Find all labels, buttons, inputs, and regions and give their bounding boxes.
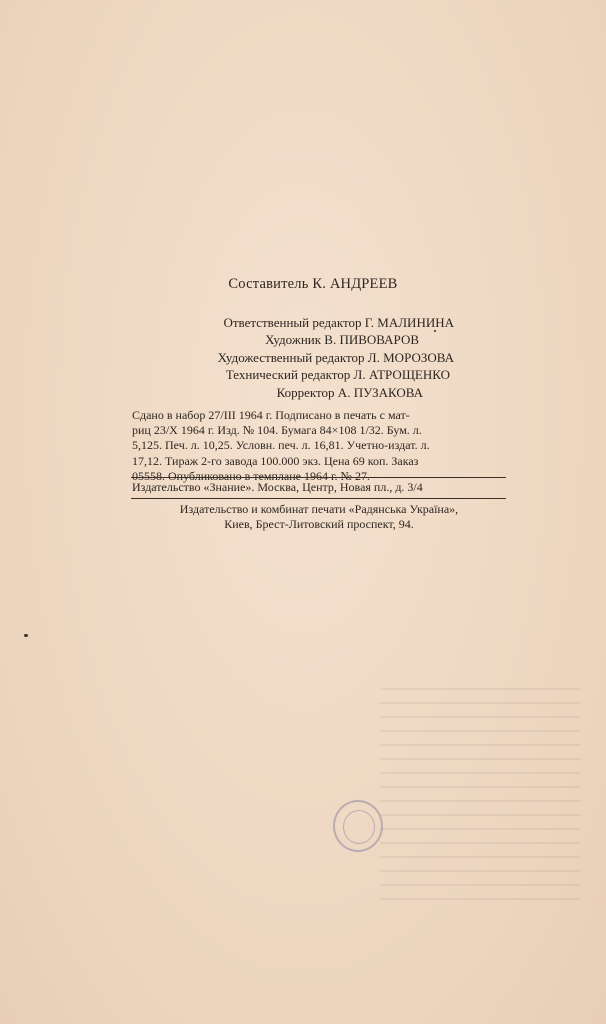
credit-line: Художник В. ПИВОВАРОВ — [265, 332, 419, 348]
imprint-line: риц 23/X 1964 г. Изд. № 104. Бумага 84×108 1/32. Бум. л. — [132, 423, 422, 438]
credit-line: Технический редактор Л. АТРОЩЕНКО — [225, 367, 450, 383]
paper-speck — [24, 634, 28, 637]
printer-info — [132, 502, 506, 532]
imprint-line: 05558. Опубликовано в темплане 1964 г. № 27. — [132, 468, 370, 483]
imprint-line: 5,125. Печ. л. 10,25. Условн. печ. л. 16,81. Учетно-издат. л. — [132, 438, 430, 453]
imprint-line: 17,12. Тираж 2-го завода 100.000 экз. Цена 69 коп. Заказ — [132, 453, 419, 468]
publisher-line: Издательство «Знание». Москва, Центр, Новая пл., д. 3/4 — [132, 480, 423, 494]
library-stamp — [333, 800, 383, 852]
editorial-credits — [150, 314, 454, 401]
divider-rule — [131, 477, 506, 478]
imprint-line: Сдано в набор 27/III 1964 г. Подписано в печать с мат- — [132, 408, 410, 422]
printer-line: Издательство и комбинат печати «Радянська Україна», — [179, 502, 459, 516]
credit-line: Художественный редактор Л. МОРОЗОВА — [217, 349, 454, 365]
paper-speck — [434, 330, 436, 332]
printer-line: Киев, Брест-Литовский проспект, 94. — [224, 517, 414, 531]
credit-line: Корректор А. ПУЗАКОВА — [276, 384, 423, 400]
show-through-text — [380, 680, 580, 900]
credit-line: Ответственный редактор Г. МАЛИНИНА — [223, 315, 454, 330]
divider-rule — [131, 498, 506, 499]
compiler-line: Составитель К. АНДРЕЕВ — [228, 276, 398, 292]
printing-imprint — [132, 408, 506, 484]
stamp-inner-ring — [343, 810, 375, 844]
